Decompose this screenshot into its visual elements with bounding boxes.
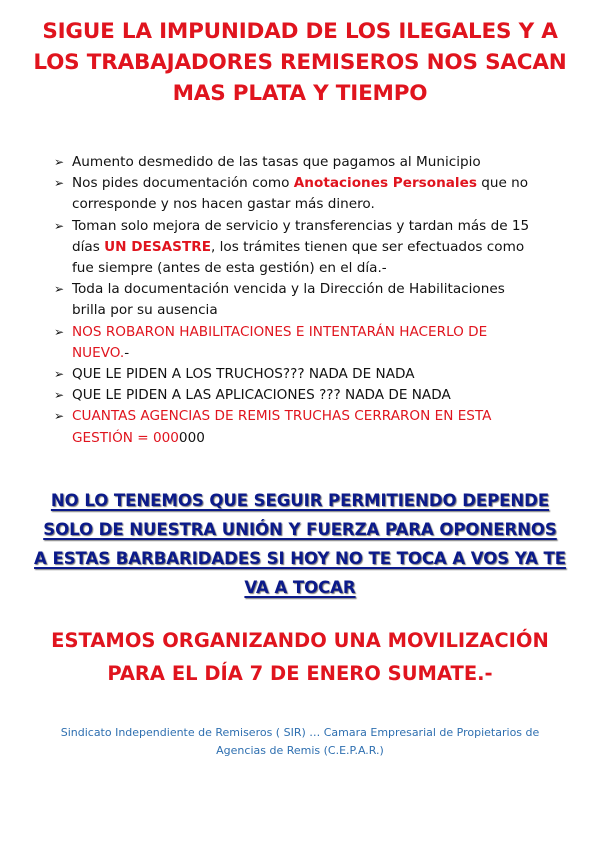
headline — [20, 16, 580, 109]
headline-line-1: SIGUE LA IMPUNIDAD DE LOS ILEGALES Y A — [42, 19, 558, 44]
list-item — [54, 173, 574, 215]
arrowhead-bullet-icon: ➢ — [54, 324, 65, 339]
headline-line-3: MAS PLATA Y TIEMPO — [172, 81, 428, 106]
arrowhead-bullet-icon: ➢ — [54, 367, 65, 382]
list-item-text: corresponde y nos hacen gastar más dinero. — [72, 196, 375, 213]
list-item-text-part: NUEVO. — [72, 344, 125, 361]
list-item-text: NOS ROBARON HABILITACIONES E INTENTARÁN HACERLO DE — [72, 323, 488, 340]
arrowhead-bullet-icon: ➢ — [54, 282, 65, 297]
list-item-text-part: GESTIÓN = 000 — [72, 429, 179, 446]
organizations-footer — [20, 724, 580, 760]
list-item — [54, 322, 574, 364]
list-item — [54, 279, 574, 321]
list-item-text — [72, 428, 574, 449]
arrowhead-bullet-icon: ➢ — [54, 176, 65, 191]
announcement-line-2: PARA EL DÍA 7 DE ENERO SUMATE.- — [107, 662, 493, 685]
call-to-action — [20, 486, 580, 602]
list-item — [54, 152, 574, 173]
call-to-action-line-4: VA A TOCAR — [244, 578, 356, 597]
list-item — [54, 385, 574, 406]
list-item-text: Toman solo mejora de servicio y transferencias y tardan más de 15 — [72, 217, 530, 234]
headline-line-2: LOS TRABAJADORES REMISEROS NOS SACAN — [33, 50, 567, 75]
list-item-text: brilla por su ausencia — [72, 302, 218, 319]
list-item-text-part: Nos pides documentación como — [72, 175, 294, 192]
highlight-text: UN DESASTRE — [104, 238, 211, 255]
highlight-text: Anotaciones Personales — [293, 175, 477, 192]
complaint-list — [54, 152, 574, 449]
footer-line-1: Sindicato Independiente de Remiseros ( SIR) … Camara Empresarial de Propietarios de — [60, 726, 540, 739]
list-item-text: QUE LE PIDEN A LOS TRUCHOS??? NADA DE NADA — [72, 366, 415, 383]
list-item-text-part: 000 — [178, 429, 205, 446]
list-item-text — [72, 173, 574, 194]
arrowhead-bullet-icon: ➢ — [54, 409, 65, 424]
list-item — [54, 406, 574, 448]
mobilization-announcement — [20, 624, 580, 690]
list-item-text-part: días — [72, 238, 105, 255]
arrowhead-bullet-icon: ➢ — [54, 388, 65, 403]
announcement-line-1: ESTAMOS ORGANIZANDO UNA MOVILIZACIÓN — [51, 629, 549, 652]
list-item-text-part: - — [124, 344, 130, 361]
list-item-text: fue siempre (antes de esta gestión) en el día.- — [72, 260, 387, 277]
list-item-text-part: que no — [476, 175, 529, 192]
list-item-text — [72, 237, 574, 258]
list-item-text: QUE LE PIDEN A LAS APLICACIONES ??? NADA DE NADA — [72, 387, 451, 404]
arrowhead-bullet-icon: ➢ — [54, 155, 65, 169]
list-item-text: Aumento desmedido de las tasas que pagamos al Municipio — [72, 154, 481, 170]
call-to-action-line-3: A ESTAS BARBARIDADES SI HOY NO TE TOCA A VOS YA TE — [34, 549, 566, 568]
list-item-text: Toda la documentación vencida y la Dirección de Habilitaciones — [72, 281, 505, 298]
list-item-text — [72, 343, 574, 364]
list-item-text-part: , los trámites tienen que ser efectuados como — [211, 238, 525, 255]
footer-line-2: Agencias de Remis (C.E.P.A.R.) — [216, 744, 384, 757]
call-to-action-line-1: NO LO TENEMOS QUE SEGUIR PERMITIENDO DEPENDE — [50, 491, 550, 510]
list-item — [54, 216, 574, 280]
call-to-action-line-2: SOLO DE NUESTRA UNIÓN Y FUERZA PARA OPONERNOS — [43, 520, 557, 539]
list-item-text: CUANTAS AGENCIAS DE REMIS TRUCHAS CERRARON EN ESTA — [72, 408, 492, 425]
arrowhead-bullet-icon: ➢ — [54, 218, 65, 233]
list-item — [54, 364, 574, 385]
